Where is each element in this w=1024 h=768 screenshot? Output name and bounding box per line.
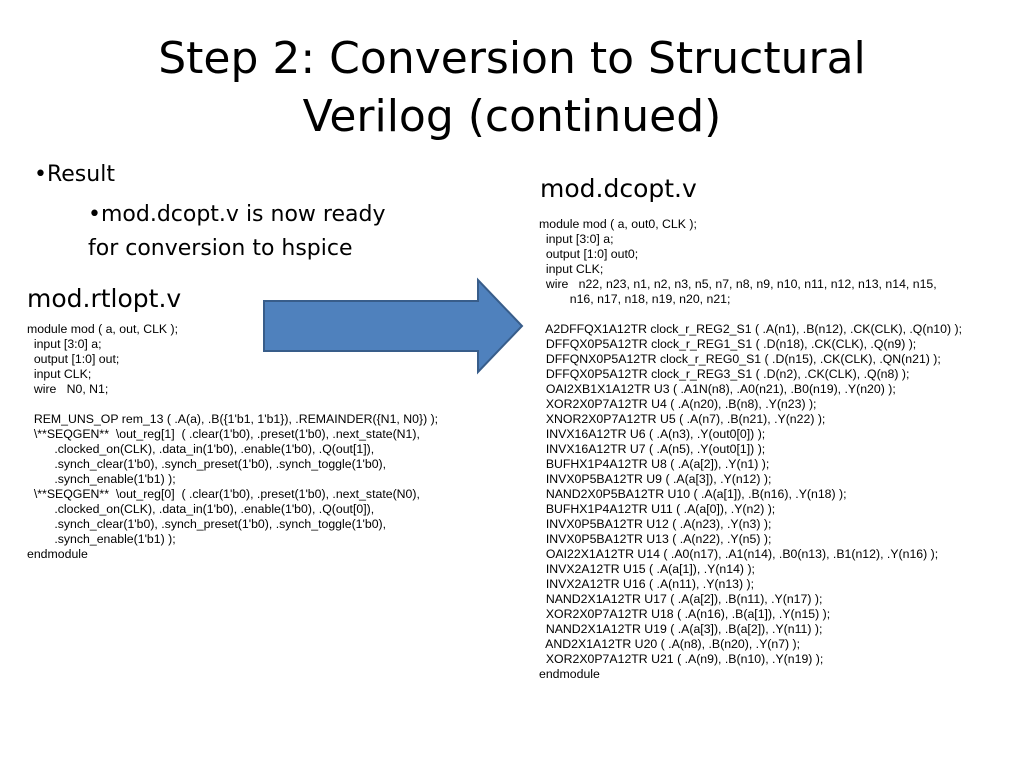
dcopt-file-heading: mod.dcopt.v	[540, 174, 697, 203]
dcopt-code-block: module mod ( a, out0, CLK ); input [3:0] a; output [1:0] out0; input CLK; wire n22, n23, n1, n2, n3, n5, n7, n8, n9, n10, n11, n12, n13, n14, n15, n16, n17, n18, n19, n20, n21; A2DFFQX1A12TR clock_r_REG2_S1 ( .A(n1), .B(n12), .CK(CLK), .Q(n10) ); DFFQX0P5A12TR clock_r_REG1_S1 ( .D(n18), .CK(CLK), .Q(n9) ); DFFQNX0P5A12TR clock_r_REG0_S1 ( .D(n15), .CK(CLK), .QN(n21) ); DFFQX0P5A12TR clock_r_REG3_S1 ( .D(n2), .CK(CLK), .Q(n8) ); OAI2XB1X1A12TR U3 ( .A1N(n8), .A0(n21), .B0(n19), .Y(n20) ); XOR2X0P7A12TR U4 ( .A(n20), .B(n8), .Y(n23) ); XNOR2X0P7A12TR U5 ( .A(n7), .B(n21), .Y(n22) ); INVX16A12TR U6 ( .A(n3), .Y(out0[0]) ); INVX16A12TR U7 ( .A(n5), .Y(out0[1]) ); BUFHX1P4A12TR U8 ( .A(a[2]), .Y(n1) ); INVX0P5BA12TR U9 ( .A(a[3]), .Y(n12) ); NAND2X0P5BA12TR U10 ( .A(a[1]), .B(n16), .Y(n18) ); BUFHX1P4A12TR U11 ( .A(a[0]), .Y(n2) ); INVX0P5BA12TR U12 ( .A(n23), .Y(n3) ); INVX0P5BA12TR U13 ( .A(n22), .Y(n5) ); OAI22X1A12TR U14 ( .A0(n17), .A1(n14), .B0(n13), .B1(n12), .Y(n16) ); INVX2A12TR U15 ( .A(a[1]), .Y(n14) ); INVX2A12TR U16 ( .A(n11), .Y(n13) ); NAND2X1A12TR U17 ( .A(a[2]), .B(n11), .Y(n17) ); XOR2X0P7A12TR U18 ( .A(n16), .B(a[1]), .Y(n15) ); NAND2X1A12TR U19 ( .A(a[3]), .B(a[2]), .Y(n11) ); AND2X1A12TR U20 ( .A(n8), .B(n20), .Y(n7) ); XOR2X0P7A12TR U21 ( .A(n9), .B(n10), .Y(n19) ); endmodule	[539, 217, 963, 681]
rtlopt-code-block: module mod ( a, out, CLK ); input [3:0] a; output [1:0] out; input CLK; wire N0, N1; REM_UNS_OP rem_13 ( .A(a), .B({1'b1, 1'b1}), .REMAINDER({N1, N0}) ); \**SEQGEN** \out_reg[1] ( .clear(1'b0), .preset(1'b0), .next_state(N1), .clocked_on(CLK), .data_in(1'b0), .enable(1'b0), .Q(out[1]), .synch_clear(1'b0), .synch_preset(1'b0), .synch_toggle(1'b0), .synch_enable(1'b1) ); \**SEQGEN** \out_reg[0] ( .clear(1'b0), .preset(1'b0), .next_state(N0), .clocked_on(CLK), .data_in(1'b0), .enable(1'b0), .Q(out[0]), .synch_clear(1'b0), .synch_preset(1'b0), .synch_toggle(1'b0), .synch_enable(1'b1) ); endmodule	[27, 322, 439, 561]
rtlopt-file-heading: mod.rtlopt.v	[27, 284, 182, 313]
bullet-result: •Result	[34, 162, 115, 187]
slide-title-line-1: Step 2: Conversion to Structural	[158, 33, 866, 84]
arrow-shape	[264, 280, 522, 372]
bullet-dcopt-ready: •mod.dcopt.v is now ready for conversion to hspice	[88, 202, 386, 261]
slide-title	[0, 30, 1024, 146]
right-arrow-icon	[262, 276, 526, 376]
slide-title-line-2: Verilog (continued)	[302, 91, 722, 142]
